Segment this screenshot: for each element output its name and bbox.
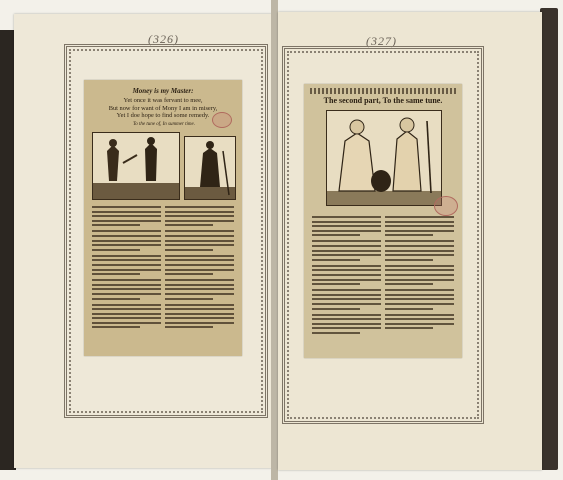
- ballad-text-columns-left: [92, 206, 234, 331]
- page-number-left: (326): [148, 32, 179, 46]
- right-page: [278, 12, 542, 470]
- library-stamp-right: [434, 196, 458, 216]
- woodcut-traveller: [184, 136, 236, 200]
- book-spine: [271, 0, 278, 480]
- ballad-tune: To the tune of, In summer time.: [132, 122, 196, 127]
- ballad-heading: Money is my Master:: [132, 87, 194, 95]
- woodcut-traveller-icon: [185, 137, 235, 199]
- broadside-sheet-left: [84, 80, 242, 356]
- broadside-sheet-right: [304, 84, 462, 358]
- ballad-text-columns-right: [312, 216, 454, 336]
- book-cover-right: [540, 8, 558, 470]
- page-number-right: (327): [366, 34, 397, 48]
- woodcut-two-men-icon: [327, 111, 441, 205]
- second-part-title: The second part, To the same tune.: [323, 96, 443, 105]
- woodcut-illustration-icon: [93, 133, 179, 199]
- left-page: [14, 14, 272, 468]
- ornament-band: [310, 88, 456, 94]
- ballad-verse-title: Yet once it was fervant to mee, But now for want of Mony I am in misery, Yet I doe hope to find some remedy.: [108, 97, 218, 120]
- woodcut-two-men: [326, 110, 442, 206]
- library-stamp: [212, 112, 232, 128]
- woodcut-two-figures: [92, 132, 180, 200]
